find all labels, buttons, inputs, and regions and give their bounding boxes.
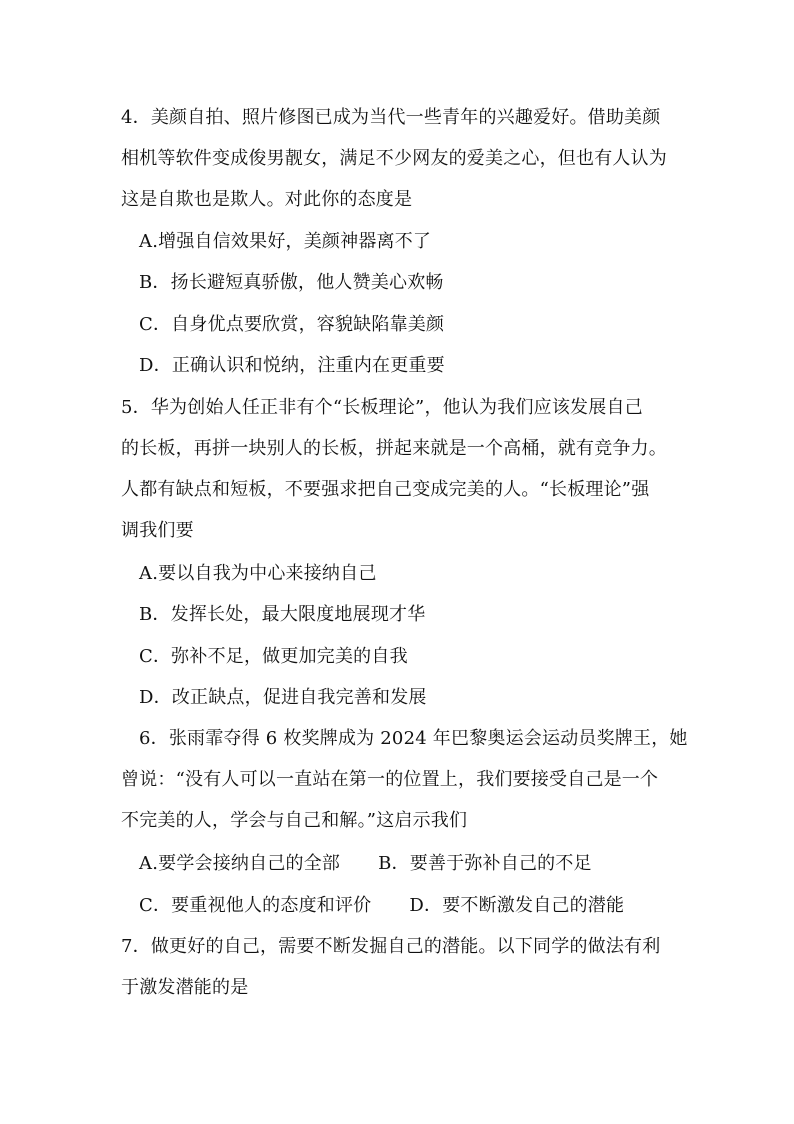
question-4-option-c: C．自身优点要欣赏，容貌缺陷靠美颜 — [139, 314, 445, 335]
question-5-line-1: 5．华为创始人任正非有个“长板理论”，他认为我们应该发展自己 — [121, 397, 643, 418]
question-6-options-row-1 — [139, 852, 592, 876]
question-5-option-b: B．发挥长处，最大限度地展现才华 — [139, 604, 426, 625]
question-4-line-2: 相机等软件变成俊男靓女，满足不少网友的爱美之心，但也有人认为 — [121, 148, 667, 169]
question-5-line-2: 的长板，再拼一块别人的长板，拼起来就是一个高桶，就有竞争力。 — [121, 438, 667, 459]
question-4-line-1: 4．美颜自拍、照片修图已成为当代一些青年的兴趣爱好。借助美颜 — [121, 107, 661, 128]
question-7-line-1: 7．做更好的自己，需要不断发掘自己的潜能。以下同学的做法有利 — [121, 936, 661, 957]
question-6-option-b: B．要善于弥补自己的不足 — [378, 853, 592, 874]
question-5-option-c: C．弥补不足，做更加完美的自我 — [139, 646, 408, 667]
question-4-option-a: A.增强自信效果好，美颜神器离不了 — [139, 231, 432, 252]
question-4-line-3: 这是自欺也是欺人。对此你的态度是 — [121, 189, 413, 210]
question-6-option-d: D．要不断激发自己的潜能 — [409, 895, 625, 916]
question-5-option-d: D．改正缺点，促进自我完善和发展 — [139, 687, 427, 708]
question-6-option-a: A.要学会接纳自己的全部 — [139, 853, 341, 874]
question-6-option-c: C．要重视他人的态度和评价 — [139, 895, 372, 916]
question-5-line-3: 人都有缺点和短板，不要强求把自己变成完美的人。“长板理论”强 — [121, 479, 650, 500]
question-6-line-3: 不完美的人，学会与自己和解。”这启示我们 — [121, 810, 468, 831]
question-6-line-2: 曾说：“没有人可以一直站在第一的位置上，我们要接受自己是一个 — [121, 769, 659, 790]
question-5-option-a: A.要以自我为中心来接纳自己 — [139, 563, 377, 584]
question-7-line-2: 于激发潜能的是 — [121, 977, 249, 998]
question-6-options-row-2 — [139, 894, 624, 918]
question-4-option-d: D．正确认识和悦纳，注重内在更重要 — [139, 355, 445, 376]
question-5-line-4: 调我们要 — [121, 520, 194, 541]
question-6-line-1: 6．张雨霏夺得 6 枚奖牌成为 2024 年巴黎奥运会运动员奖牌王，她 — [139, 728, 688, 749]
question-4-option-b: B．扬长避短真骄傲，他人赞美心欢畅 — [139, 272, 444, 293]
